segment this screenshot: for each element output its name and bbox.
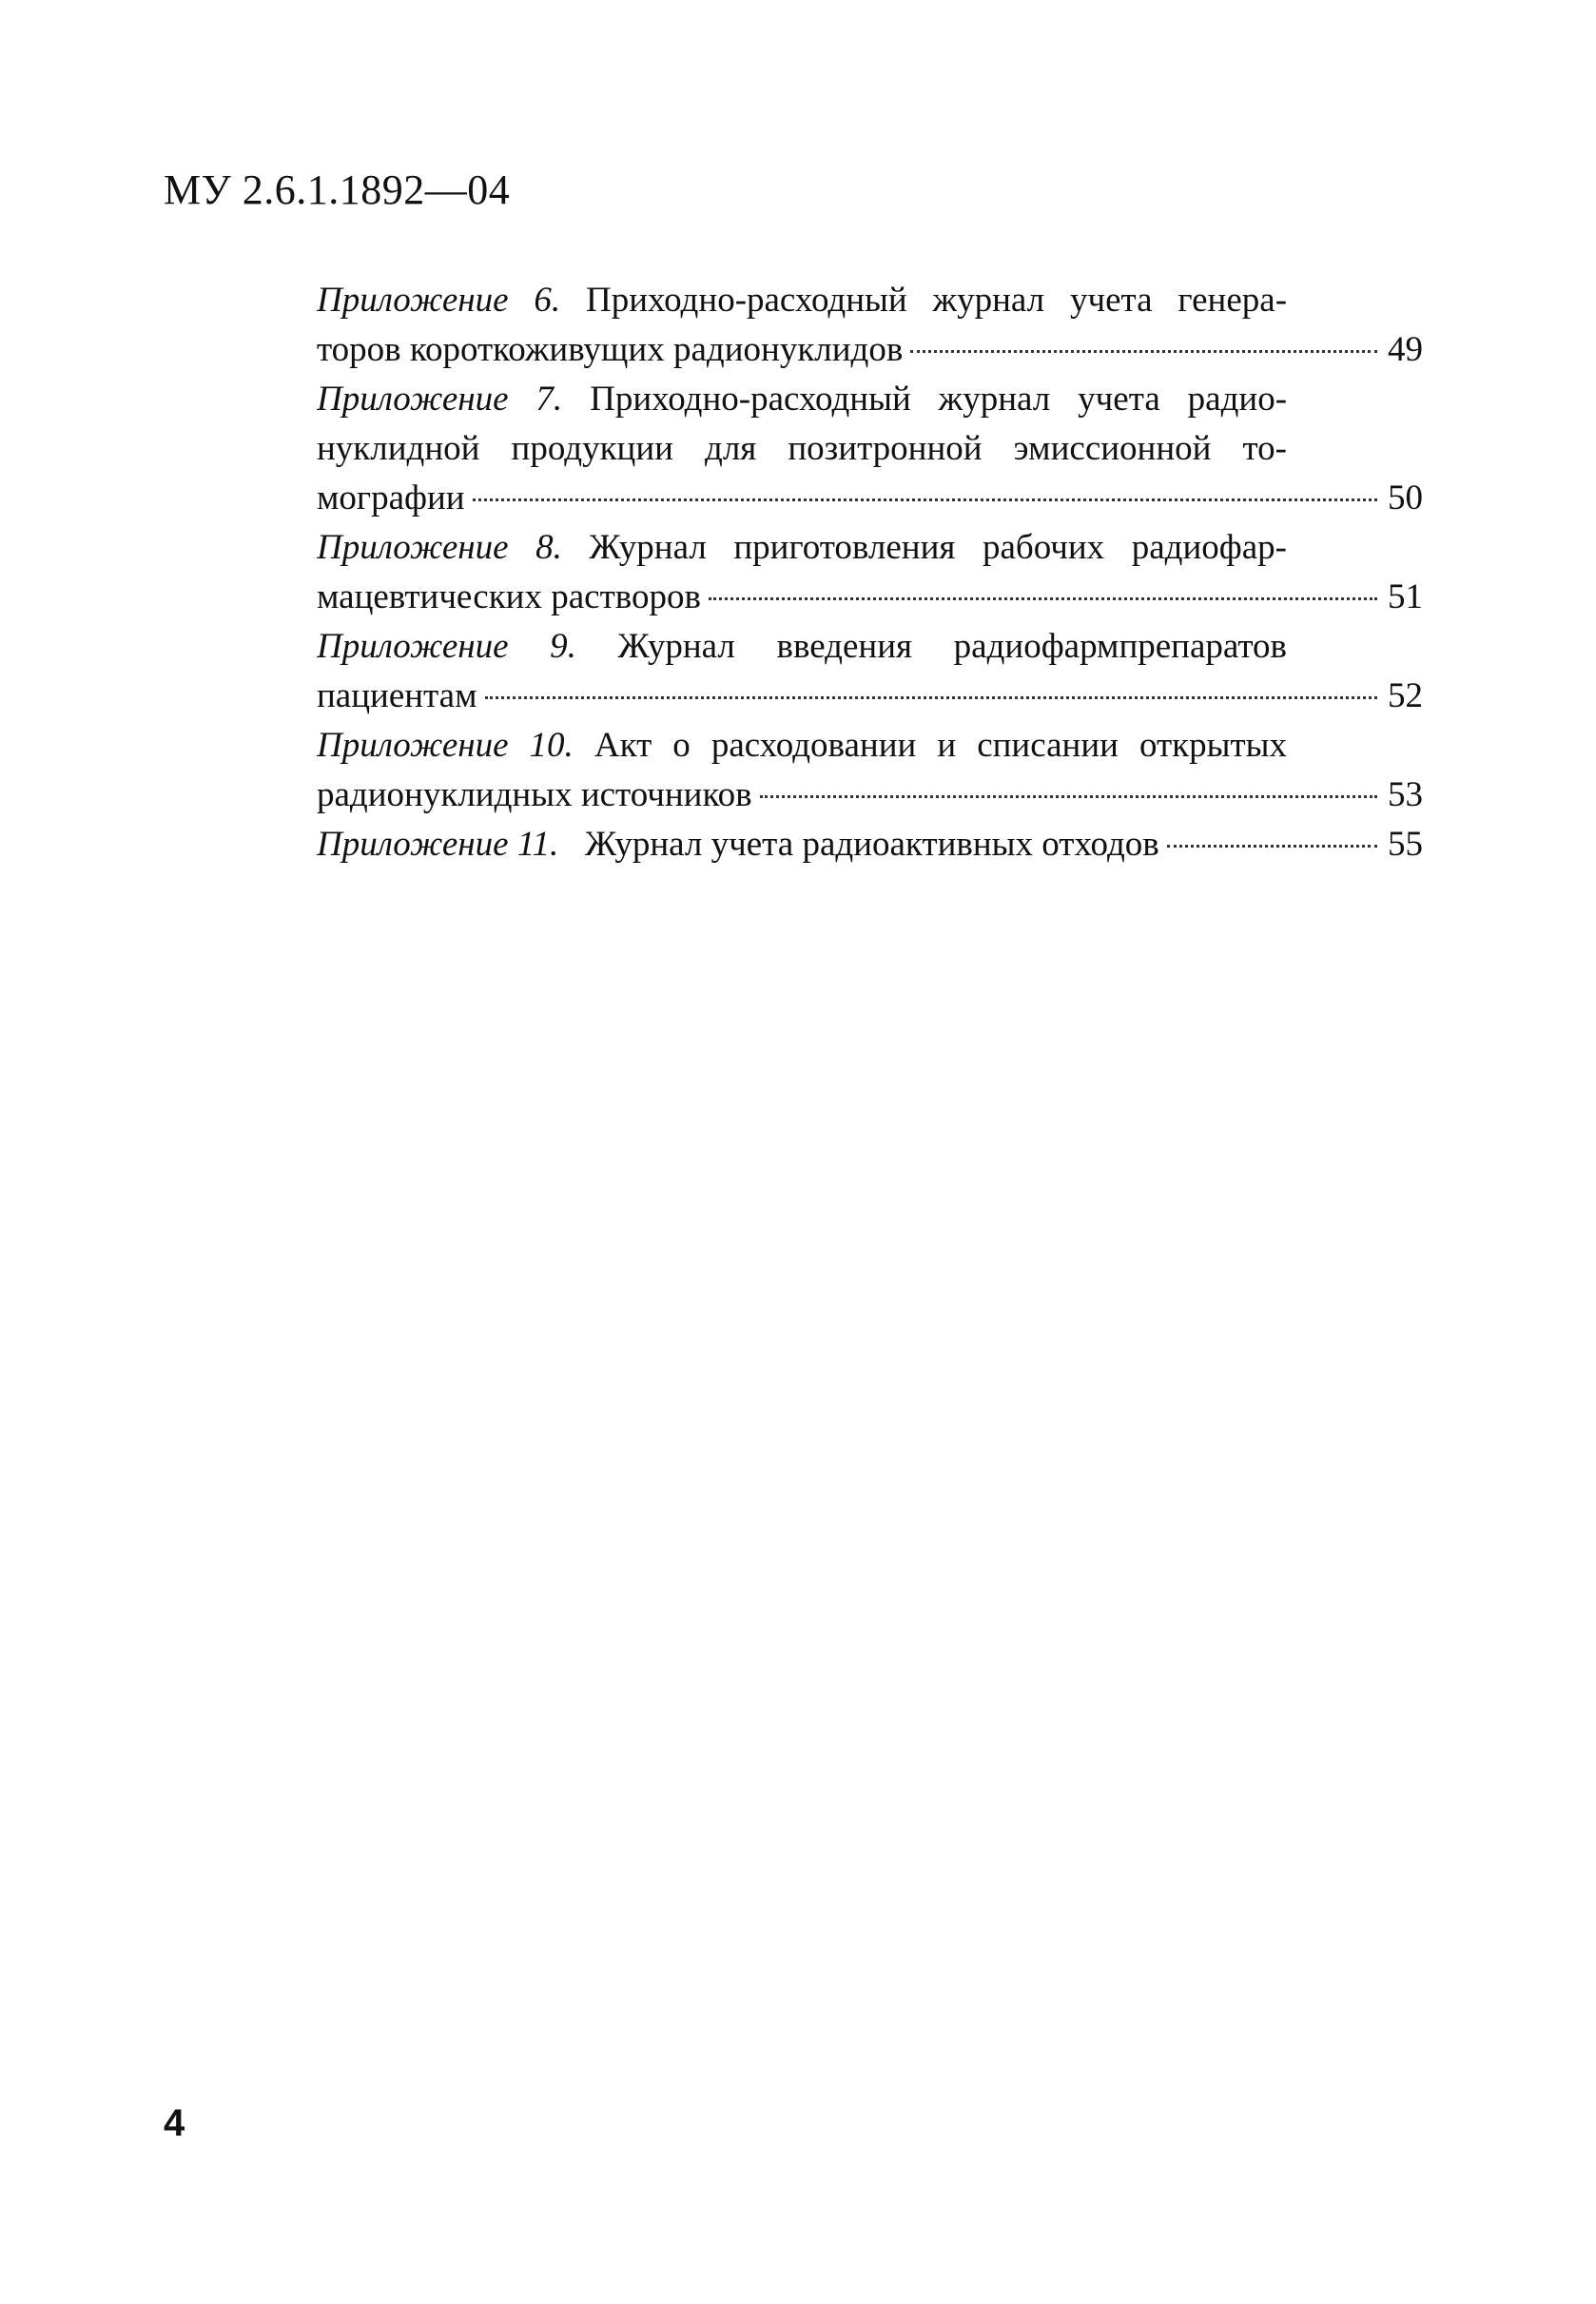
toc-entry-title-end: мографии [317,478,465,517]
toc-entry-last-line [317,325,1423,375]
toc-entry-appendix-6[interactable] [317,276,1423,375]
toc-entry-first-line [317,375,1287,424]
toc-entry-appendix-11[interactable] [317,820,1423,869]
toc-entry-label: Приложение 6. [317,281,561,320]
document-code: МУ 2.6.1.1892—04 [164,166,511,213]
toc-entry-title: Акт о расходовании и списании открытых [594,726,1287,765]
toc-entry-last-line [317,820,1423,869]
toc-entry-page-number: 53 [1388,775,1423,814]
toc-entry-last-line [317,771,1423,820]
toc-entry-page-number: 52 [1388,676,1423,715]
toc-entry-page-number: 50 [1388,478,1423,517]
toc-entry-first-line [317,276,1287,325]
toc-entry-page-number: 55 [1388,825,1423,864]
toc-entry-title-end: пациентам [317,676,477,715]
toc-entry-appendix-8[interactable] [317,523,1423,622]
toc-entry-last-line [317,474,1423,523]
toc-entry-first-line [317,523,1287,573]
dot-leader [485,696,1377,699]
page-number: 4 [164,2102,185,2144]
toc-entry-title: Журнал введения радиофармпрепаратов [617,627,1287,666]
dot-leader [709,597,1377,600]
toc-entry-title: Журнал приготовления рабочих радиофар- [589,528,1287,567]
toc-entry-appendix-10[interactable] [317,721,1423,820]
toc-entry-first-line [317,622,1287,672]
toc-entry-label: Приложение 9. [317,627,576,666]
toc-entry-title-end [317,820,1159,869]
toc-entry-appendix-9[interactable] [317,622,1423,721]
toc-entry-title: Приходно-расходный журнал учета генера- [586,281,1287,320]
toc-entry-title: Приходно-расходный журнал учета радио- [590,380,1287,419]
toc-entry-middle-line: нуклидной продукции для позитронной эмиссионной то- [317,429,1287,468]
toc-entry-last-line [317,672,1423,721]
dot-leader [910,350,1377,353]
toc-entry-last-line [317,573,1423,622]
dot-leader [473,498,1377,501]
toc-entry-appendix-7[interactable] [317,375,1423,523]
toc-entry-page-number: 51 [1388,577,1423,616]
toc-entry-title: Журнал учета радиоактивных отходов [585,825,1159,864]
toc-entry-label: Приложение 10. [317,726,574,765]
toc-entry-label: Приложение 11. [317,825,559,864]
dot-leader [760,795,1377,798]
toc-entry-label: Приложение 7. [317,380,563,419]
dot-leader [1167,845,1377,848]
toc-entry-title-end: радионуклидных источников [317,775,752,814]
toc-entry-label: Приложение 8. [317,528,562,567]
toc-entry-title-end: торов короткоживущих радионуклидов [317,330,904,369]
toc-entry-title-end: мацевтических растворов [317,577,701,616]
toc-entry-page-number: 49 [1388,330,1423,369]
toc-entry-first-line [317,721,1287,771]
table-of-contents [317,276,1423,869]
